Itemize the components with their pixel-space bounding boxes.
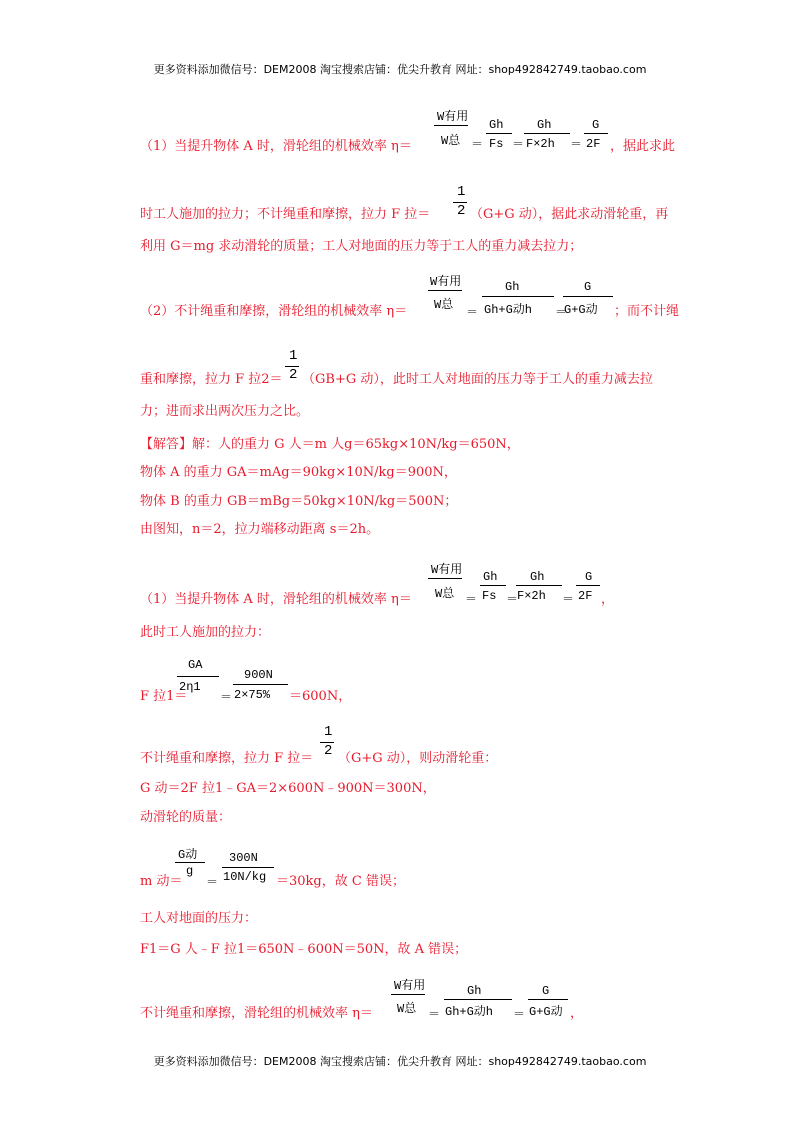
fraction-bar: [222, 867, 274, 868]
analysis-line-5: 重和摩擦，拉力 F 拉2＝: [140, 372, 283, 387]
answer-line-7: F 拉1＝: [140, 689, 188, 704]
equals-sign: ＝: [428, 1008, 441, 1022]
frac-g: G: [584, 280, 592, 294]
answer-line-8: 不计绳重和摩擦，拉力 F 拉＝: [140, 751, 314, 766]
frac-f2h: F×2h: [526, 137, 555, 151]
equals-sign: ＝: [570, 138, 583, 152]
answer-line-14: 不计绳重和摩擦，滑轮组的机械效率 η＝: [140, 1006, 373, 1021]
analysis-line-2: 时工人施加的拉力；不计绳重和摩擦，拉力 F 拉＝: [140, 207, 431, 222]
frac-300n: 300N: [229, 851, 258, 865]
equals-sign: ＝: [206, 876, 219, 890]
fraction-bar: [584, 133, 608, 134]
frac-gh: Gh: [530, 570, 545, 584]
fraction-bar: [524, 133, 570, 134]
frac-2f: 2F: [586, 137, 601, 151]
frac-2-eta1: 2η1: [179, 680, 201, 694]
frac-one: 1: [324, 724, 333, 740]
frac-w-useful: W有用: [437, 110, 469, 124]
analysis-line-1-end: ，据此求此: [610, 139, 676, 154]
frac-gh: Gh: [483, 570, 498, 584]
answer-line-9: G 动＝2F 拉1﹣GA＝2×600N﹣900N＝300N，: [140, 781, 436, 796]
frac-w-useful: W有用: [431, 563, 463, 577]
frac-w-useful: W有用: [394, 979, 426, 993]
fraction-bar: [428, 290, 462, 291]
equals-sign: ＝: [465, 593, 478, 607]
fraction-bar: [391, 994, 425, 995]
equals-sign: ＝: [513, 1008, 526, 1022]
frac-w-total: W总: [435, 587, 455, 601]
equals-sign: ＝: [562, 593, 575, 607]
frac-fs: Fs: [482, 589, 497, 603]
fraction-bar: [233, 684, 288, 685]
equals-sign: ＝: [512, 138, 525, 152]
fraction-bar: [177, 676, 219, 677]
fraction-bar: [576, 585, 600, 586]
answer-line-3: 物体 B 的重力 GB＝mBg＝50kg×10N/kg＝500N；: [140, 494, 458, 509]
analysis-line-6: 力；进而求出两次压力之比。: [140, 404, 310, 419]
frac-10n-kg: 10N/kg: [223, 870, 267, 884]
answer-line-6: 此时工人施加的拉力：: [140, 625, 271, 640]
fraction-bar: [482, 296, 554, 297]
fraction-bar: [175, 862, 205, 863]
page-footer: 更多资料添加微信号：DEM2008 淘宝搜索店铺：优尖升教育 网址：shop492842749.taobao.com: [153, 1055, 647, 1068]
frac-2f: 2F: [578, 589, 593, 603]
fraction-bar: [486, 133, 512, 134]
analysis-line-5-end: （GB+G 动），此时工人对地面的压力等于工人的重力减去拉: [302, 372, 653, 387]
frac-2x75: 2×75%: [234, 688, 271, 702]
frac-w-total: W总: [397, 1002, 417, 1016]
answer-line-12: 工人对地面的压力：: [140, 911, 258, 926]
frac-fs: Fs: [489, 137, 504, 151]
page-header: 更多资料添加微信号：DEM2008 淘宝搜索店铺：优尖升教育 网址：shop492842749.taobao.com: [153, 63, 647, 76]
frac-gh: Gh: [505, 280, 520, 294]
fraction-bar: [428, 578, 462, 579]
answer-line-11-end: ＝30kg，故 C 错误；: [276, 874, 405, 889]
equals-sign: ＝: [555, 306, 568, 320]
frac-ga: GA: [188, 658, 203, 672]
frac-f2h: F×2h: [517, 589, 546, 603]
frac-two: 2: [324, 743, 333, 759]
fraction-bar: [434, 125, 468, 126]
frac-gh-gdong-h: Gh+G动h: [445, 1005, 494, 1019]
equals-sign: ＝: [471, 138, 484, 152]
frac-g-gdong: G+G动: [529, 1005, 563, 1019]
answer-line-5: （1）当提升物体 A 时，滑轮组的机械效率 η＝: [140, 592, 412, 607]
analysis-line-4: （2）不计绳重和摩擦，滑轮组的机械效率 η＝: [140, 304, 408, 319]
answer-line-11: m 动＝: [140, 874, 183, 889]
equals-sign: ＝: [466, 306, 479, 320]
answer-line-13: F1＝G 人﹣F 拉1＝650N﹣600N＝50N，故 A 错误；: [140, 942, 468, 957]
frac-w-total: W总: [434, 298, 454, 312]
answer-line-14-end: ，: [570, 1006, 584, 1021]
frac-g: G: [592, 118, 600, 132]
answer-line-5-end: ，: [601, 592, 615, 607]
analysis-line-2-end: （G+G 动），据此求动滑轮重，再: [470, 207, 669, 222]
frac-two: 2: [457, 203, 466, 219]
frac-gdong: G动: [178, 848, 198, 862]
frac-gh: Gh: [489, 118, 504, 132]
frac-g-gdong: G+G动: [564, 303, 598, 317]
frac-one: 1: [289, 348, 298, 364]
frac-g-sym: g: [186, 864, 194, 878]
frac-two: 2: [289, 367, 298, 383]
frac-w-useful: W有用: [430, 275, 462, 289]
frac-gh: Gh: [537, 118, 552, 132]
equals-sign: ＝: [220, 691, 233, 705]
answer-tag: 【解答】: [140, 437, 193, 452]
frac-g: G: [585, 570, 593, 584]
fraction-bar: [516, 585, 562, 586]
frac-w-total: W总: [441, 134, 461, 148]
analysis-line-1: （1）当提升物体 A 时，滑轮组的机械效率 η＝: [140, 139, 412, 154]
analysis-line-4-end: ；而不计绳: [614, 304, 680, 319]
equals-sign: ＝: [506, 593, 519, 607]
answer-line-1: 【解答】解：人的重力 G 人＝m 人g＝65kg×10N/kg＝650N，: [140, 437, 520, 452]
frac-900n: 900N: [244, 668, 273, 682]
fraction-bar: [563, 296, 613, 297]
frac-g: G: [542, 984, 550, 998]
answer-line-2: 物体 A 的重力 GA＝mAg＝90kg×10N/kg＝900N，: [140, 465, 457, 480]
fraction-bar: [480, 585, 506, 586]
frac-gh: Gh: [467, 984, 482, 998]
answer-line-4: 由图知，n＝2，拉力端移动距离 s＝2h。: [140, 522, 380, 537]
analysis-line-3: 利用 G＝mg 求动滑轮的质量；工人对地面的压力等于工人的重力减去拉力；: [140, 239, 583, 254]
fraction-bar: [444, 999, 512, 1000]
frac-gh-gdong-h: Gh+G动h: [484, 303, 533, 317]
fraction-bar: [528, 999, 568, 1000]
frac-one: 1: [457, 184, 466, 200]
answer-line-8-end: （G+G 动），则动滑轮重：: [338, 751, 498, 766]
answer-line-10: 动滑轮的质量：: [140, 810, 232, 825]
answer-line-7-end: ＝600N，: [289, 689, 352, 704]
